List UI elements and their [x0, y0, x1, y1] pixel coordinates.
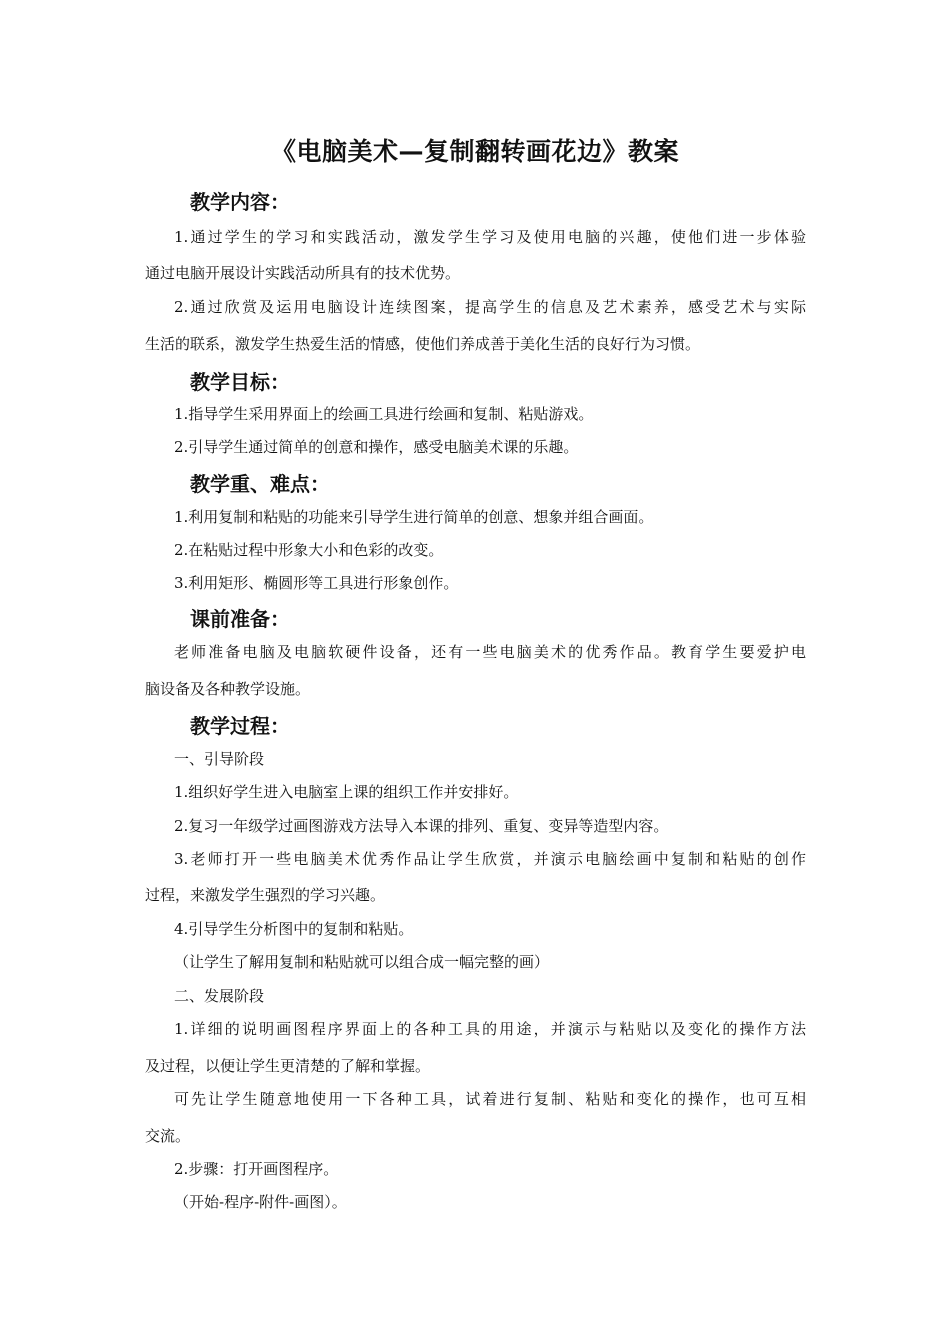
- stage-1-item-3-line-2: 过程，来激发学生强烈的学习兴趣。: [145, 886, 386, 904]
- section-heading-preparation: 课前准备：: [190, 607, 290, 631]
- stage-2-extra-line-1: 可先让学生随意地使用一下各种工具，试着进行复制、粘贴和变化的操作，也可互相: [174, 1090, 806, 1108]
- stage-2-extra-line-2: 交流。: [145, 1127, 191, 1145]
- section-heading-key-points: 教学重、难点：: [190, 472, 330, 496]
- content-paragraph-2-line-1: 2.通过欣赏及运用电脑设计连续图案，提高学生的信息及艺术素养，感受艺术与实际: [174, 298, 806, 316]
- stage-1-item-4: 4.引导学生分析图中的复制和粘贴。: [174, 920, 414, 938]
- stage-2-heading: 二、发展阶段: [174, 987, 265, 1005]
- section-heading-process: 教学过程：: [190, 714, 290, 738]
- stage-1-item-1: 1.组织好学生进入电脑室上课的组织工作并安排好。: [174, 783, 519, 801]
- content-paragraph-1-line-2: 通过电脑开展设计实践活动所具有的技术优势。: [145, 264, 461, 282]
- goal-item-2: 2.引导学生通过简单的创意和操作，感受电脑美术课的乐趣。: [174, 438, 579, 456]
- preparation-line-2: 脑设备及各种教学设施。: [145, 680, 311, 698]
- section-heading-content: 教学内容：: [190, 190, 290, 214]
- key-point-2: 2.在粘贴过程中形象大小和色彩的改变。: [174, 541, 444, 559]
- stage-2-item-1-line-2: 及过程，以便让学生更清楚的了解和掌握。: [145, 1057, 431, 1075]
- stage-1-heading: 一、引导阶段: [174, 750, 265, 768]
- content-paragraph-1-line-1: 1.通过学生的学习和实践活动，激发学生学习及使用电脑的兴趣，使他们进一步体验: [174, 228, 806, 246]
- stage-2-item-2: 2.步骤：打开画图程序。: [174, 1160, 339, 1178]
- stage-1-note: （让学生了解用复制和粘贴就可以组合成一幅完整的画）: [174, 953, 550, 971]
- goal-item-1: 1.指导学生采用界面上的绘画工具进行绘画和复制、粘贴游戏。: [174, 405, 594, 423]
- stage-1-item-3-line-1: 3.老师打开一些电脑美术优秀作品让学生欣赏，并演示电脑绘画中复制和粘贴的创作: [174, 850, 806, 868]
- document-title: 《电脑美术—复制翻转画花边》教案: [270, 137, 679, 166]
- section-heading-goals: 教学目标：: [190, 370, 290, 394]
- stage-2-item-1-line-1: 1.详细的说明画图程序界面上的各种工具的用途，并演示与粘贴以及变化的操作方法: [174, 1020, 806, 1038]
- stage-2-item-2-note: （开始-程序-附件-画图）。: [174, 1193, 347, 1211]
- preparation-line-1: 老师准备电脑及电脑软硬件设备，还有一些电脑美术的优秀作品。教育学生要爱护电: [174, 643, 806, 661]
- stage-1-item-2: 2.复习一年级学过画图游戏方法导入本课的排列、重复、变异等造型内容。: [174, 817, 669, 835]
- key-point-1: 1.利用复制和粘贴的功能来引导学生进行简单的创意、想象并组合画面。: [174, 508, 654, 526]
- key-point-3: 3.利用矩形、椭圆形等工具进行形象创作。: [174, 574, 459, 592]
- content-paragraph-2-line-2: 生活的联系，激发学生热爱生活的情感，使他们养成善于美化生活的良好行为习惯。: [145, 335, 701, 353]
